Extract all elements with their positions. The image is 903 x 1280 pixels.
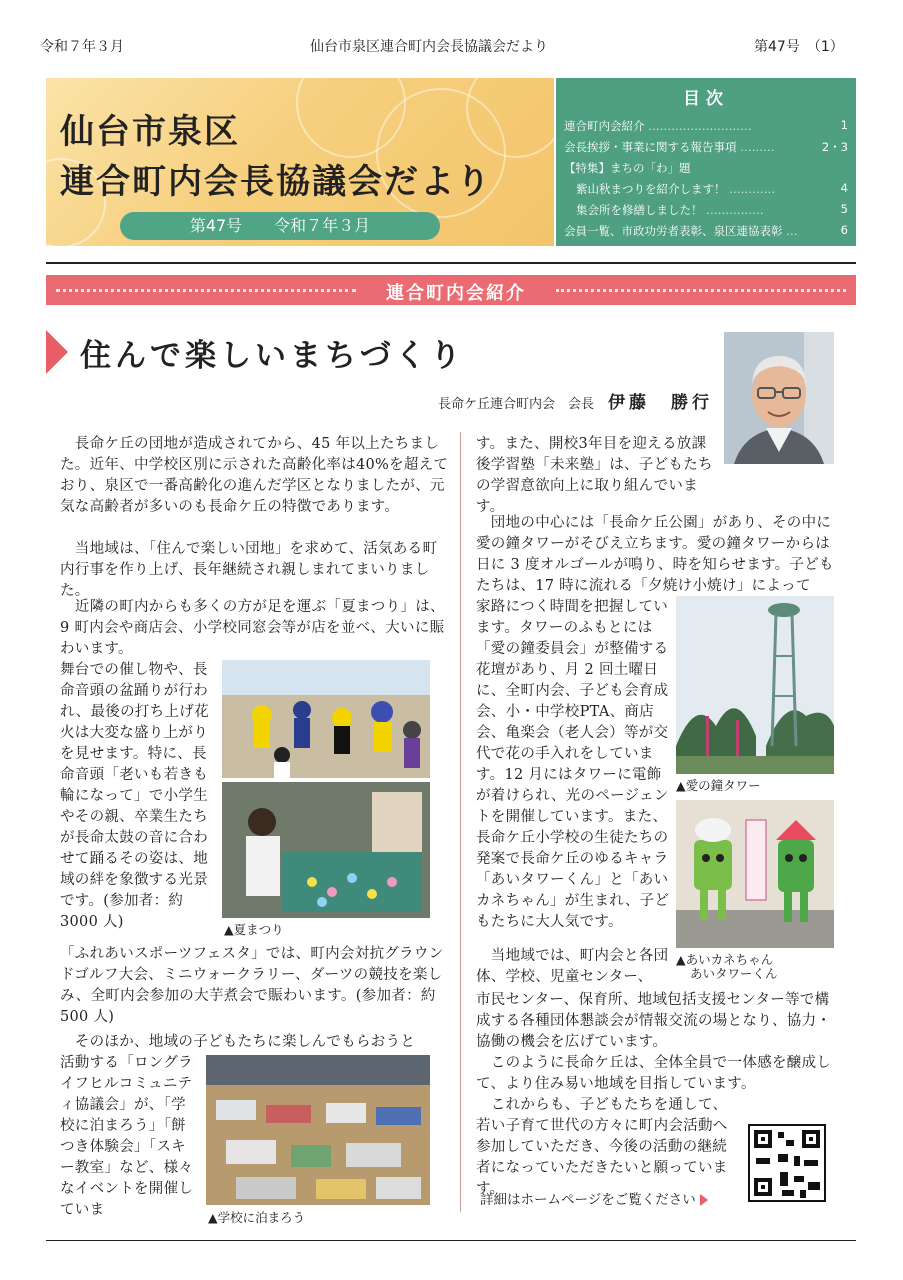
caption-bell-tower: ▲愛の鐘タワー [676,778,761,793]
paragraph: そのほか、地域の子どもたちに楽しんでもらおうと [60,1034,416,1050]
caption-mascot-1: ▲あいカネちゃん [676,952,774,967]
toc-item[interactable]: 連合町内会紹介 ……………………… 1 [564,118,848,133]
author-portrait [724,332,834,464]
author-name: 伊藤 勝行 [608,393,714,413]
paragraph: これからも、子どもたちを通して、若い子育て世代の方々に町内会活動へ参加していただき、今後の活動の継続者になっていただきたいと願っています。 [476,1097,728,1197]
mascots-photo [676,800,834,948]
banner-dots-left [56,289,356,292]
header-date: 令和７年３月 [40,39,124,55]
paragraph: 「ふれあいスポーツフェスタ」では、町内会対抗グラウンドゴルフ大会、ミニウォークラリー、ダーツの競技を楽しみ、全町内会参加の大芋煮会で賑わいます。(参加者：約 500 人) [60,946,444,1025]
section-title: 連合町内会紹介 [386,283,526,304]
toc-item-label: 【特集】まちの「わ」題 [564,161,691,175]
toc-item-label: 紫山秋まつりを紹介します！ [576,182,726,196]
paragraph: 当地域は、「住んで楽しい団地」を求めて、活気ある町内行事を作り上げ、長年継続され親しまれてまいりました。 [60,541,438,599]
paragraph: 当地域では、町内会と各団体、学校、児童センター、 [476,948,669,985]
issue-badge: 第47号 令和７年３月 [120,212,440,240]
toc-item-label: 集会所を修繕しました！ [576,203,703,217]
toc-item-page: 5 [840,202,848,216]
toc-item-page: 2・3 [821,140,848,154]
footer-divider [46,1240,856,1241]
author-line [438,388,713,413]
qr-finder-icon [754,1178,772,1196]
qr-finder-icon [754,1130,772,1148]
homepage-link[interactable] [480,1188,708,1208]
paragraph: す。また、開校3年目を迎える放課後学習塾「未来塾」は、子どもたちの学習意欲向上に取り組んでいます。 [476,436,713,515]
divider [46,262,856,264]
qr-code-icon[interactable] [748,1124,826,1202]
caption-mascot-2: あいタワーくん [690,966,778,981]
toc-item-page: 4 [840,181,848,195]
paragraph: 団地の中心には「長命ケ丘公園」があり、その中に愛の鐘タワーがそびえ立ちます。愛の鐘タワーからは日に 3 度オルゴールが鳴り、時を知らせます。子どもたちは、17 時に流れる「夕焼け小焼け」によって [476,515,834,594]
toc-item[interactable]: 会員一覧、市政功労者表彰、泉区連協表彰 … 6 [564,223,848,238]
toc-item-label: 会長挨拶・事業に関する報告事項 [564,140,737,154]
table-of-contents [556,78,856,246]
toc-item[interactable]: 集会所を修繕しました！ …………… 5 [576,202,848,217]
homepage-link-label: 詳細はホームページをご覧ください [480,1192,696,1208]
summer-festival-photo-2 [222,782,430,918]
summer-festival-photo-1 [222,660,430,778]
masthead [46,78,554,246]
headline-arrow-icon [46,330,68,374]
paragraph: 活動する「ロングライフヒルコミュニティ協議会」が、「学校に泊まろう」「餅つき体験会」「スキー教室」など、様々なイベントを開催していま [60,1055,194,1218]
toc-item[interactable]: 紫山秋まつりを紹介します！ ………… 4 [576,181,848,196]
toc-item[interactable]: 会長挨拶・事業に関する報告事項 ……… 2・3 [564,140,848,154]
header-issue: 第47号 （1） [754,39,844,55]
masthead-title-line2: 連合町内会長協議会だより [60,162,492,202]
masthead-title-line1: 仙台市泉区 [60,112,240,152]
toc-item-page: 1 [840,118,848,132]
paragraph: 家路につく時間を把握しています。タワーのふもとには「愛の鐘委員会」が整備する花壇があり、月 2 回土曜日に、全町内会、子ども会育成会、小・中学校PTA、商店会、亀楽会（老人会）等が交代で花の手入れをしています。12 月にはタワーに電飾が着けられ、光のページェントを開催しています。また、長命ケ丘小学校の生徒たちの発案で長命ケ丘のゆるキャラ「あいタワーくん」と「あいカネちゃん」が生まれ、子どもたちに大人気です。 [476,599,670,930]
toc-item-page: 6 [840,223,848,237]
paragraph: 市民センター、保育所、地域包括支援センター等で構成する各種団体懇談会が情報交流の場となり、協力・協働の機会を広げています。 [476,992,832,1050]
author-org: 長命ケ丘連合町内会 会長 [438,397,595,412]
paragraph: 近隣の町内からも多くの方が足を運ぶ「夏まつり」は、9 町内会や商店会、小学校同窓会等が店を並べ、大いに賑わいます。 [60,599,445,657]
qr-finder-icon [802,1130,820,1148]
sleepover-photo [206,1055,430,1205]
column-divider [460,432,461,1212]
paragraph: このように長命ケ丘は、全体全員で一体感を醸成して、より住み易い地域を目指しています。 [476,1055,832,1092]
header-newsletter-name: 仙台市泉区連合町内会長協議会だより [310,39,548,55]
toc-item-label: 会員一覧、市政功労者表彰、泉区連協表彰 [564,224,783,238]
caption-sleepover: ▲学校に泊まろう [208,1210,306,1225]
banner-dots-right [556,289,846,292]
caption-summer-festival: ▲夏まつり [224,922,284,937]
toc-item-label: 連合町内会紹介 [564,119,645,133]
running-header [0,36,903,58]
toc-title: 目次 [683,89,729,109]
article-headline: 住んで楽しいまちづくり [80,338,465,374]
paragraph: 舞台での催し物や、長命音頭の盆踊りが行われ、最後の打ち上げ花火は大変な盛り上がりを見せます。特に、長命音頭「老いも若きも輪になって」で小学生やその親、卒業生たちが長命太鼓の音に合わせて踊るその姿は、地域の絆を象徴する光景です。(参加者：約 3000 人) [60,662,209,930]
paragraph: 長命ケ丘の団地が造成されてから、45 年以上たちました。近年、中学校区別に示された高齢化率は40%を超えており、泉区で一番高齢化の進んだ学区となりましたが、元気な高齢者が多いのも長命ケ丘の特徴であります。 [60,436,449,515]
bell-tower-photo [676,596,834,774]
toc-item[interactable] [564,160,848,176]
section-banner [46,275,856,305]
arrow-right-icon [700,1194,708,1206]
